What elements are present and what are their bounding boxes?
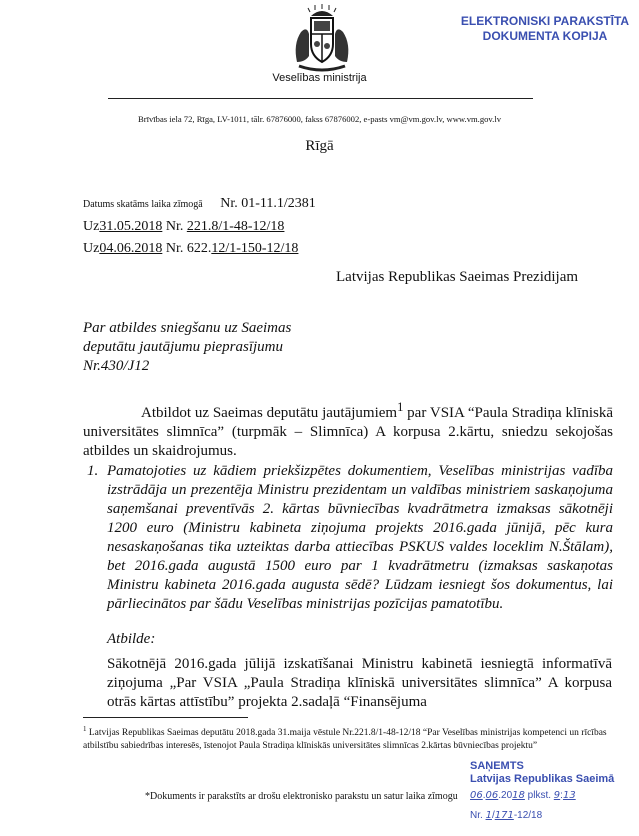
answer-label: Atbilde: — [107, 631, 156, 647]
stamp-line-1: ELEKTRONISKI PARAKSTĪTA — [460, 14, 630, 28]
intro-text-after: par VSIA “Paula Stradiņa klīniskā universitātes slimnīca” (turpmāk – Slimnīca) A korpusa 2.kārtu, sniedzu sekojošas atbildes un skaidrojumus. — [83, 405, 614, 459]
coat-of-arms-icon — [287, 4, 357, 74]
received-number-row: Nr. 1/171-12/18 — [470, 810, 543, 821]
ref1-prefix: Uz — [83, 219, 100, 234]
ref1-date: 31.05.2018 — [99, 219, 163, 234]
received-title: SAŅEMTS — [470, 760, 524, 772]
footnote-text: Latvijas Republikas Saeimas deputātu 2018.gada 31.maija vēstule Nr.221.8/1-48-12/18 “Par Veselības ministrijas kompetenci un rīcības atbilstību sabiedrības interesēs, īstenojot Paula Stradiņa klīniskās universitātes slimnīcas 2.kārtas būvniecības projektu” — [83, 728, 607, 751]
addressee: Latvijas Republikas Saeimas Prezidijam — [336, 269, 579, 285]
footnote — [83, 723, 611, 752]
registration-block — [83, 193, 316, 260]
received-minute: 13 — [562, 790, 576, 801]
intro-text-before: Atbildot uz Saeimas deputātu jautājumiem — [141, 405, 398, 421]
question-1 — [83, 462, 613, 614]
signature-note: *Dokuments ir parakstīts ar drošu elektronisko parakstu un satur laika zīmogu — [145, 791, 458, 802]
received-year: 18 — [512, 790, 525, 801]
received-month: 06 — [485, 790, 499, 801]
received-day: 06 — [470, 790, 483, 801]
received-nr-label: Nr. — [470, 810, 483, 821]
received-nr-a: 1 — [485, 810, 492, 821]
ref2-nr: 12/1-150-12/18 — [211, 241, 299, 256]
stamp-line-2: DOKUMENTA KOPIJA — [482, 29, 608, 43]
footnote-mark: 1 — [83, 725, 87, 733]
ref2-nr-label: Nr. 622. — [165, 241, 212, 256]
intro-paragraph — [83, 398, 613, 461]
received-stamp — [470, 760, 638, 826]
received-org: Latvijas Republikas Saeimā — [470, 773, 615, 785]
header-divider — [108, 98, 533, 99]
received-nr-suffix: 12/18 — [517, 810, 543, 821]
question-number: 1. — [87, 463, 99, 479]
received-time-label: plkst. — [527, 790, 552, 801]
ref1-nr: 221.8/1-48-12/18 — [186, 219, 285, 234]
footnote-divider — [83, 717, 248, 718]
received-hour: 9 — [553, 790, 561, 801]
electronic-signature-stamp — [452, 14, 638, 44]
subject: Par atbildes sniegšanu uz Saeimas deputātu jautājumu pieprasījumu Nr.430/J12 — [83, 320, 292, 374]
reference-line-1 — [83, 216, 316, 238]
ref2-prefix: Uz — [83, 241, 100, 256]
date-label: Datums skatāms laika zīmogā — [83, 199, 203, 210]
doc-number-line — [83, 193, 316, 216]
received-nr-b: 171 — [494, 810, 514, 821]
answer-text: Sākotnējā 2016.gada jūlijā izskatīšanai Ministru kabinetā iesniegtā informatīvā ziņojuma „Par VSIA „Paula Stradiņa klīniskā universitātes slimnīca” A korpusa otrās kārtas attīstību” projekta 2.sadaļā “Finansējuma — [107, 656, 612, 710]
ministry-name: Veselības ministrija — [272, 72, 367, 84]
reference-line-2 — [83, 238, 316, 260]
received-year-prefix: 20 — [501, 790, 513, 801]
footnote-ref: 1 — [397, 400, 404, 414]
ref1-nr-label: Nr. — [165, 219, 184, 234]
ministry-address: Brīvības iela 72, Rīga, LV-1011, tālr. 67876000, fakss 67876002, e-pasts vm@vm.gov.lv, www.vm.gov.lv — [137, 114, 501, 124]
ref2-date: 04.06.2018 — [99, 241, 163, 256]
doc-number: Nr. 01-11.1/2381 — [220, 196, 316, 211]
received-date-row: 06.06.2018 plkst. 9:13 — [470, 790, 576, 801]
city: Rīgā — [305, 138, 334, 154]
question-text: Pamatojoties uz kādiem priekšizpētes dokumentiem, Veselības ministrijas vadība izstrādāja un prezentēja Ministru prezidentam un valdības ministriem saskaņojuma saņemšanai preventīvās 2. kārtas būvniecības kvadrātmetra izmaksas sākotnēji 1200 euro (Ministru kabineta ziņojuma projekts 2016.gada jūnijā, pēc kura nesaskaņošanas tika uzteiktas darba attiecības PSKUS valdes loceklim N.Štālam), bet 2016.gada augustā 1500 euro par 1 kvadrātmetru (izmaksas saskaņotas Ministru kabineta 2016.gada augusta sēdē? Lūdzam iesniegt šos dokumentus, lai pārliecinātos par šādu Veselības ministrijas pozīcijas pamatotību. — [107, 463, 613, 612]
